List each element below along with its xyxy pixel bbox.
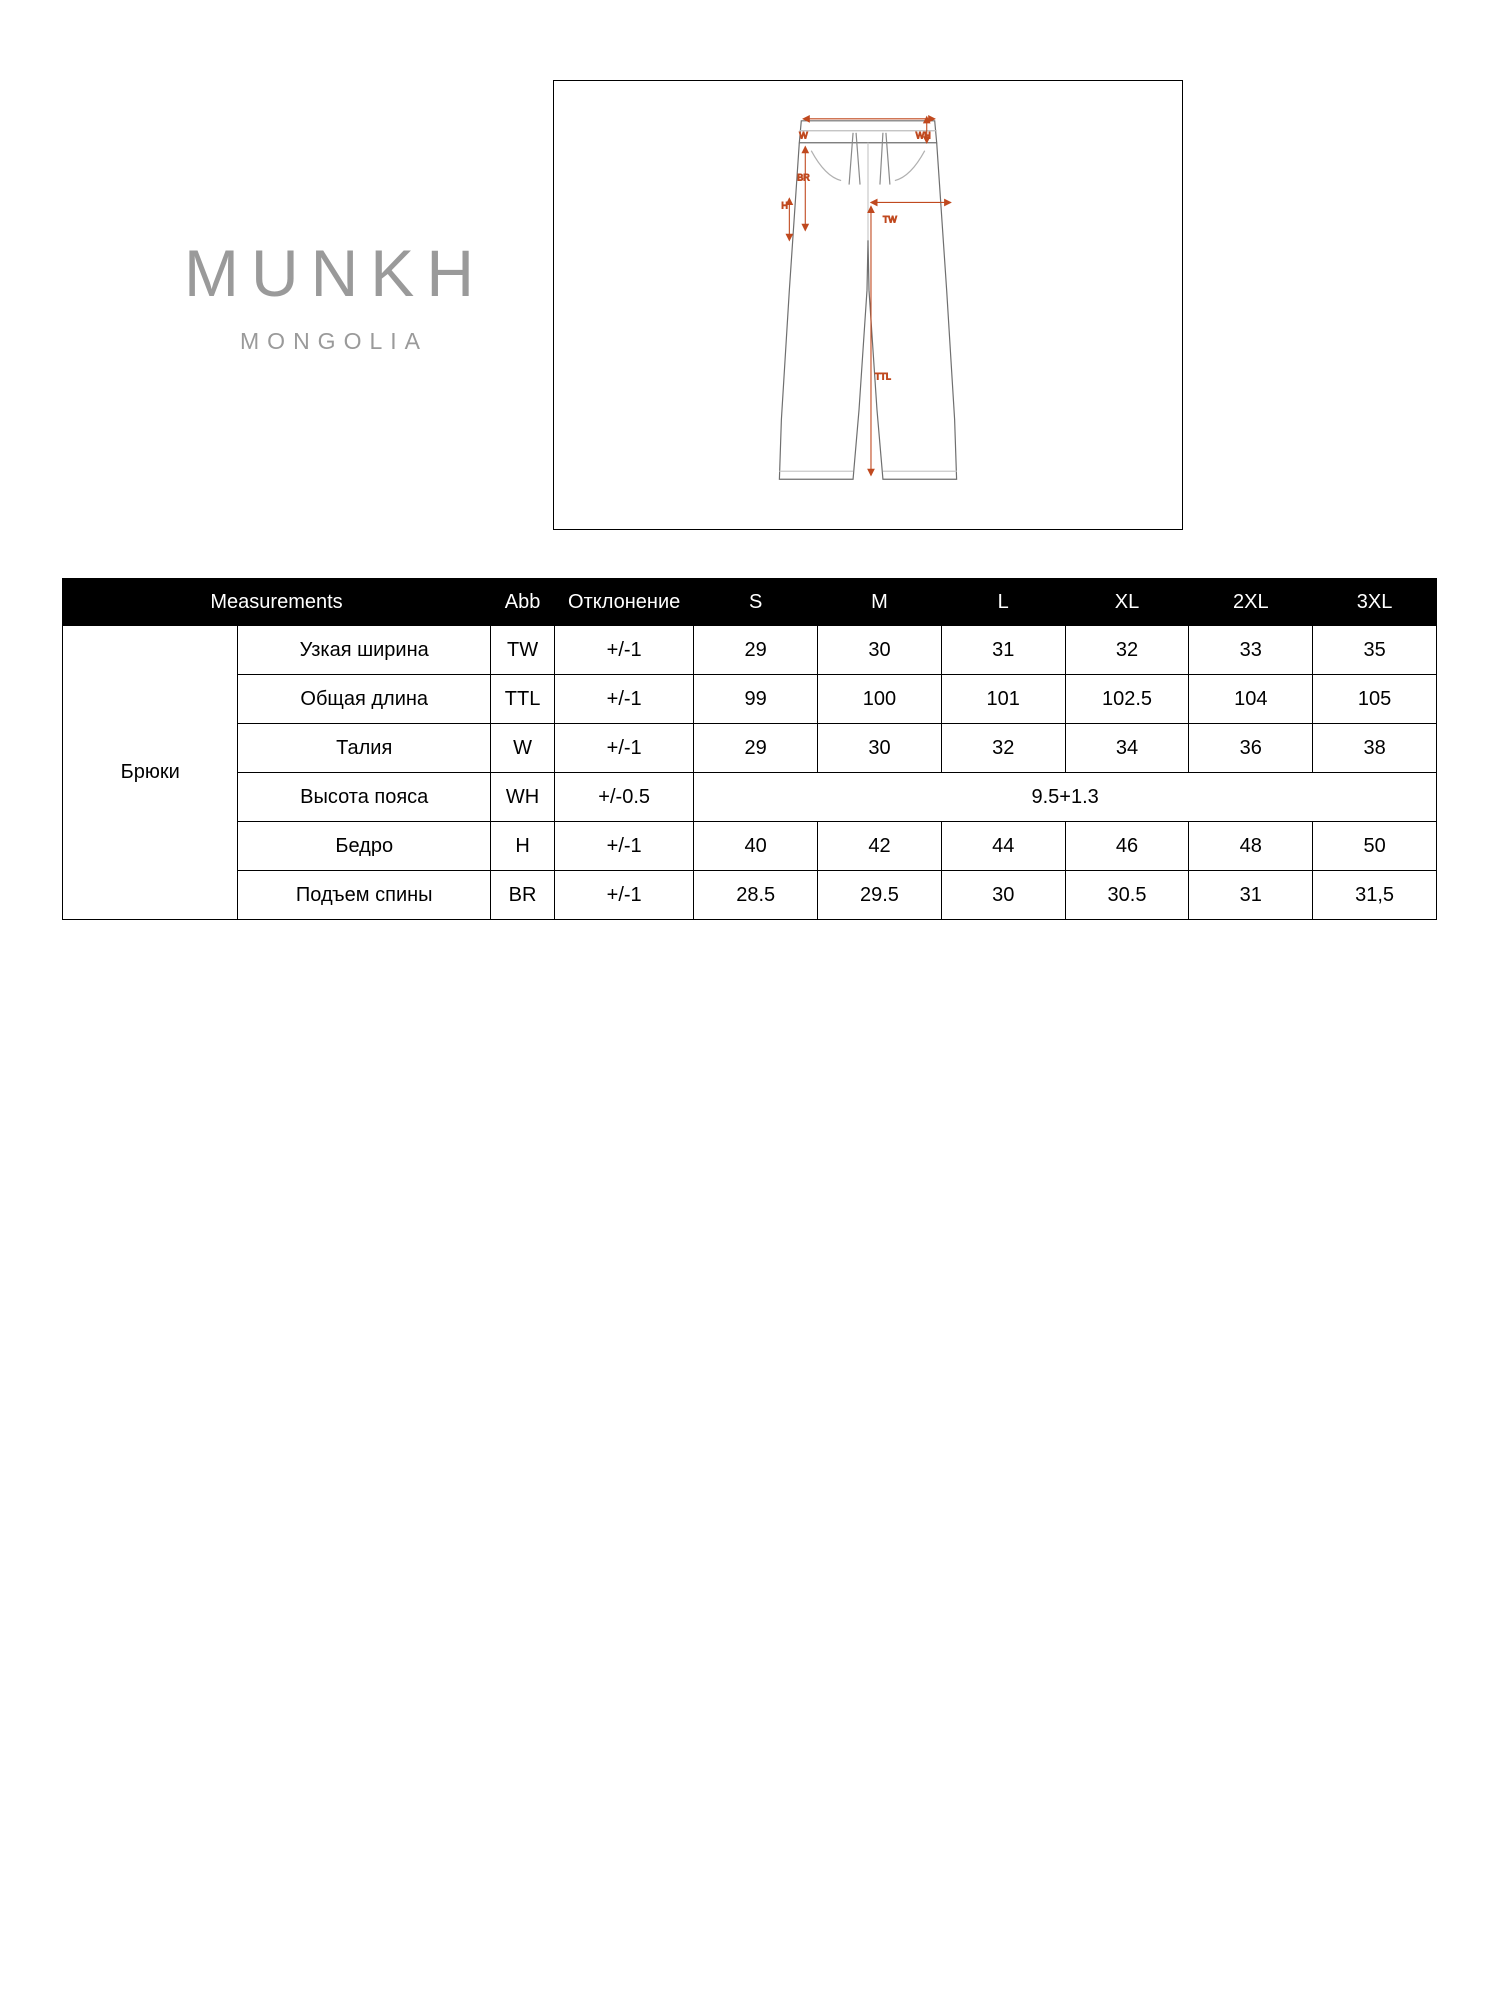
- cell-value: 30: [941, 871, 1065, 920]
- cell-value: 31: [941, 626, 1065, 675]
- cell-value: 36: [1189, 724, 1313, 773]
- row-tolerance: +/-1: [555, 871, 694, 920]
- table-row: [63, 675, 1437, 724]
- table-row: [63, 626, 1437, 675]
- header-size-2xl: 2XL: [1189, 579, 1313, 626]
- cell-value: 102.5: [1065, 675, 1189, 724]
- group-label: Брюки: [63, 626, 238, 920]
- table-row: [63, 724, 1437, 773]
- table-header-row: [63, 579, 1437, 626]
- cell-value: 35: [1313, 626, 1437, 675]
- cell-value: 104: [1189, 675, 1313, 724]
- table-row: [63, 822, 1437, 871]
- svg-text:W: W: [799, 130, 808, 141]
- cell-value: 33: [1189, 626, 1313, 675]
- cell-value: 50: [1313, 822, 1437, 871]
- svg-text:WH: WH: [915, 130, 931, 141]
- cell-value: 30: [818, 724, 942, 773]
- technical-drawing-panel: [553, 80, 1183, 530]
- cell-value: 105: [1313, 675, 1437, 724]
- cell-value: 32: [941, 724, 1065, 773]
- header-size-s: S: [694, 579, 818, 626]
- cell-value: 29: [694, 626, 818, 675]
- svg-text:BR: BR: [797, 172, 810, 183]
- row-abb: W: [491, 724, 555, 773]
- row-name: Общая длина: [238, 675, 491, 724]
- cell-value: 46: [1065, 822, 1189, 871]
- row-abb: H: [491, 822, 555, 871]
- table-row: [63, 871, 1437, 920]
- row-abb: TW: [491, 626, 555, 675]
- header-size-xl: XL: [1065, 579, 1189, 626]
- row-tolerance: +/-1: [555, 724, 694, 773]
- row-abb: TTL: [491, 675, 555, 724]
- document-header: [0, 0, 1500, 550]
- row-name: Подъем спины: [238, 871, 491, 920]
- brand-logo: [140, 236, 520, 355]
- cell-value: 44: [941, 822, 1065, 871]
- cell-value: 30: [818, 626, 942, 675]
- row-name: Бедро: [238, 822, 491, 871]
- cell-value: 34: [1065, 724, 1189, 773]
- row-tolerance: +/-1: [555, 675, 694, 724]
- pants-diagram-icon: [554, 81, 1182, 529]
- row-name: Узкая ширина: [238, 626, 491, 675]
- header-measurements: Measurements: [63, 579, 491, 626]
- row-tolerance: +/-0.5: [555, 773, 694, 822]
- cell-value: 48: [1189, 822, 1313, 871]
- header-tolerance: Отклонение: [555, 579, 694, 626]
- table-row: [63, 773, 1437, 822]
- row-tolerance: +/-1: [555, 822, 694, 871]
- size-chart: [62, 578, 1437, 920]
- cell-value: 28.5: [694, 871, 818, 920]
- cell-value: 30.5: [1065, 871, 1189, 920]
- cell-value: 99: [694, 675, 818, 724]
- row-name: Высота пояса: [238, 773, 491, 822]
- row-abb: WH: [491, 773, 555, 822]
- cell-value: 31: [1189, 871, 1313, 920]
- cell-value: 29.5: [818, 871, 942, 920]
- cell-value: 42: [818, 822, 942, 871]
- cell-value: 40: [694, 822, 818, 871]
- row-name: Талия: [238, 724, 491, 773]
- cell-value: 29: [694, 724, 818, 773]
- svg-text:TTL: TTL: [874, 371, 891, 382]
- header-size-l: L: [941, 579, 1065, 626]
- row-abb: BR: [491, 871, 555, 920]
- measurements-table: [62, 578, 1437, 920]
- cell-value: 100: [818, 675, 942, 724]
- row-tolerance: +/-1: [555, 626, 694, 675]
- brand-name: MUNKH: [184, 236, 486, 310]
- cell-value: 101: [941, 675, 1065, 724]
- cell-value: 31,5: [1313, 871, 1437, 920]
- cell-value-merged: 9.5+1.3: [694, 773, 1437, 822]
- header-size-3xl: 3XL: [1313, 579, 1437, 626]
- cell-value: 38: [1313, 724, 1437, 773]
- brand-subtitle: MONGOLIA: [240, 328, 428, 354]
- header-size-m: M: [818, 579, 942, 626]
- header-abb: Abb: [491, 579, 555, 626]
- svg-text:TW: TW: [882, 214, 897, 225]
- svg-text:H: H: [781, 200, 788, 211]
- cell-value: 32: [1065, 626, 1189, 675]
